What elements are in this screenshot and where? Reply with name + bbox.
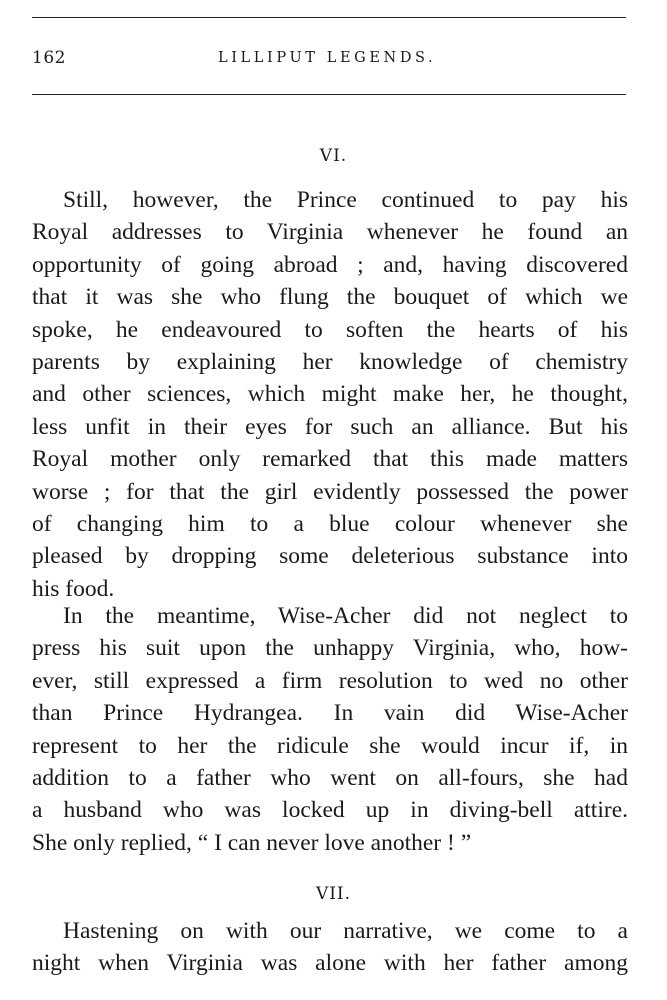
- section-heading-vi: VI.: [319, 146, 348, 166]
- text-line: She only replied, “ I can never love another ! ”: [32, 829, 472, 856]
- text-line: night when Virginia was alone with her father among: [32, 950, 628, 977]
- top-rule: [32, 17, 626, 18]
- running-title: LILLIPUT LEGENDS.: [218, 50, 437, 66]
- text-line: his food.: [32, 575, 115, 602]
- text-line: Royal mother only remarked that this made matters: [32, 446, 628, 473]
- text-line: represent to her the ridicule she would incur if, in: [32, 732, 628, 759]
- text-line: press his suit upon the unhappy Virginia, who, how-: [32, 635, 628, 662]
- text-line: parents by explaining her knowledge of chemistry: [32, 349, 628, 376]
- text-line: Hastening on with our narrative, we come to a: [63, 918, 628, 944]
- text-line: ever, still expressed a firm resolution to wed no other: [32, 667, 628, 694]
- text-line: Royal addresses to Virginia whenever he found an: [32, 219, 628, 246]
- section-heading-vii: VII.: [315, 884, 352, 904]
- text-line: a husband who was locked up in diving-bell attire.: [32, 797, 628, 824]
- text-line: that it was she who flung the bouquet of which we: [32, 284, 628, 311]
- paragraph: [32, 915, 628, 980]
- paragraph: [32, 600, 628, 859]
- text-line: opportunity of going abroad ; and, having discovered: [32, 251, 628, 278]
- text-line: pleased by dropping some deleterious substance into: [32, 543, 628, 570]
- text-line: addition to a father who went on all-fours, she had: [32, 765, 628, 792]
- text-line: spoke, he endeavoured to soften the hearts of his: [32, 316, 628, 343]
- page-number: 162: [32, 48, 66, 68]
- text-line: less unfit in their eyes for such an alliance. But his: [32, 413, 628, 440]
- text-line: and other sciences, which might make her, he thought,: [32, 381, 628, 408]
- text-line: In the meantime, Wise-Acher did not neglect to: [63, 603, 628, 629]
- text-line: of changing him to a blue colour whenever she: [32, 511, 628, 538]
- text-line: than Prince Hydrangea. In vain did Wise-Acher: [32, 700, 628, 727]
- text-line: worse ; for that the girl evidently possessed the power: [32, 478, 628, 505]
- header-rule: [32, 94, 626, 95]
- text-line: Still, however, the Prince continued to pay his: [63, 187, 628, 213]
- paragraph: [32, 184, 628, 605]
